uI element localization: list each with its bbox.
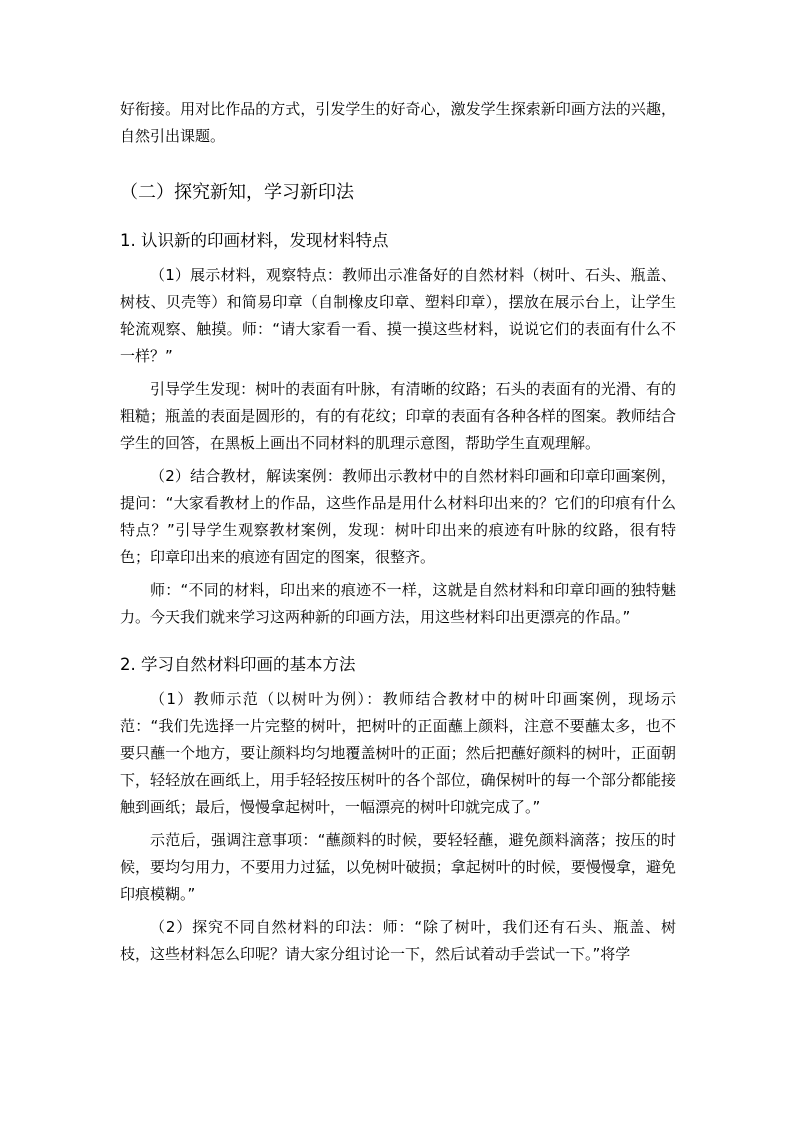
paragraph-textbook-cases: （2）结合教材，解读案例：教师出示教材中的自然材料印画和印章印画案例，提问：“大家看教材上的作品，这些作品是用什么材料印出来的？它们的印痕有什么特点？”引导学生观察教材案例，发现：树叶印出来的痕迹有叶脉的纹路，很有特色；印章印出来的痕迹有固定的图案，很整齐。	[120, 467, 676, 566]
section-heading: （二）探究新知，学习新印法	[120, 182, 354, 203]
paragraph-materials-display: （1）展示材料，观察特点：教师出示准备好的自然材料（树叶、石头、瓶盖、树枝、贝壳等）和简易印章（自制橡皮印章、塑料印章），摆放在展示台上，让学生轮流观察、触摸。师：“请大家看一看、摸一摸这些材料，说说它们的表面有什么不一样？”	[120, 266, 676, 365]
paragraph-guide-discovery: 引导学生发现：树叶的表面有叶脉，有清晰的纹路；石头的表面有的光滑、有的粗糙；瓶盖的表面是圆形的，有的有花纹；印章的表面有各种各样的图案。教师结合学生的回答，在黑板上画出不同材料的肌理示意图，帮助学生直观理解。	[120, 380, 676, 452]
paragraph-explore-materials: （2）探究不同自然材料的印法：师：“除了树叶，我们还有石头、瓶盖、树枝，这些材料怎么印呢？请大家分组讨论一下，然后试着动手尝试一下。”将学	[120, 918, 676, 963]
paragraph-teacher-summary: 师：“不同的材料，印出来的痕迹不一样，这就是自然材料和印章印画的独特魅力。今天我们就来学习这两种新的印画方法，用这些材料印出更漂亮的作品。”	[120, 581, 676, 626]
intro-paragraph: 好衔接。用对比作品的方式，引发学生的好奇心，激发学生探索新印画方法的兴趣，自然引出课题。	[120, 100, 676, 145]
document-body	[120, 96, 676, 968]
subsection-heading-1: 1. 认识新的印画材料，发现材料特点	[120, 231, 389, 250]
paragraph-teacher-demo: （1）教师示范（以树叶为例）：教师结合教材中的树叶印画案例，现场示范：“我们先选择一片完整的树叶，把树叶的正面蘸上颜料，注意不要蘸太多，也不要只蘸一个地方，要让颜料均匀地覆盖树叶的正面；然后把蘸好颜料的树叶，正面朝下，轻轻放在画纸上，用手轻轻按压树叶的各个部位，确保树叶的每一个部分都能接触到画纸；最后，慢慢拿起树叶，一幅漂亮的树叶印就完成了。”	[120, 690, 676, 816]
paragraph-precautions: 示范后，强调注意事项：“蘸颜料的时候，要轻轻蘸，避免颜料滴落；按压的时候，要均匀用力，不要用力过猛，以免树叶破损；拿起树叶的时候，要慢慢拿，避免印痕模糊。”	[120, 831, 676, 903]
subsection-heading-2: 2. 学习自然材料印画的基本方法	[120, 655, 356, 674]
